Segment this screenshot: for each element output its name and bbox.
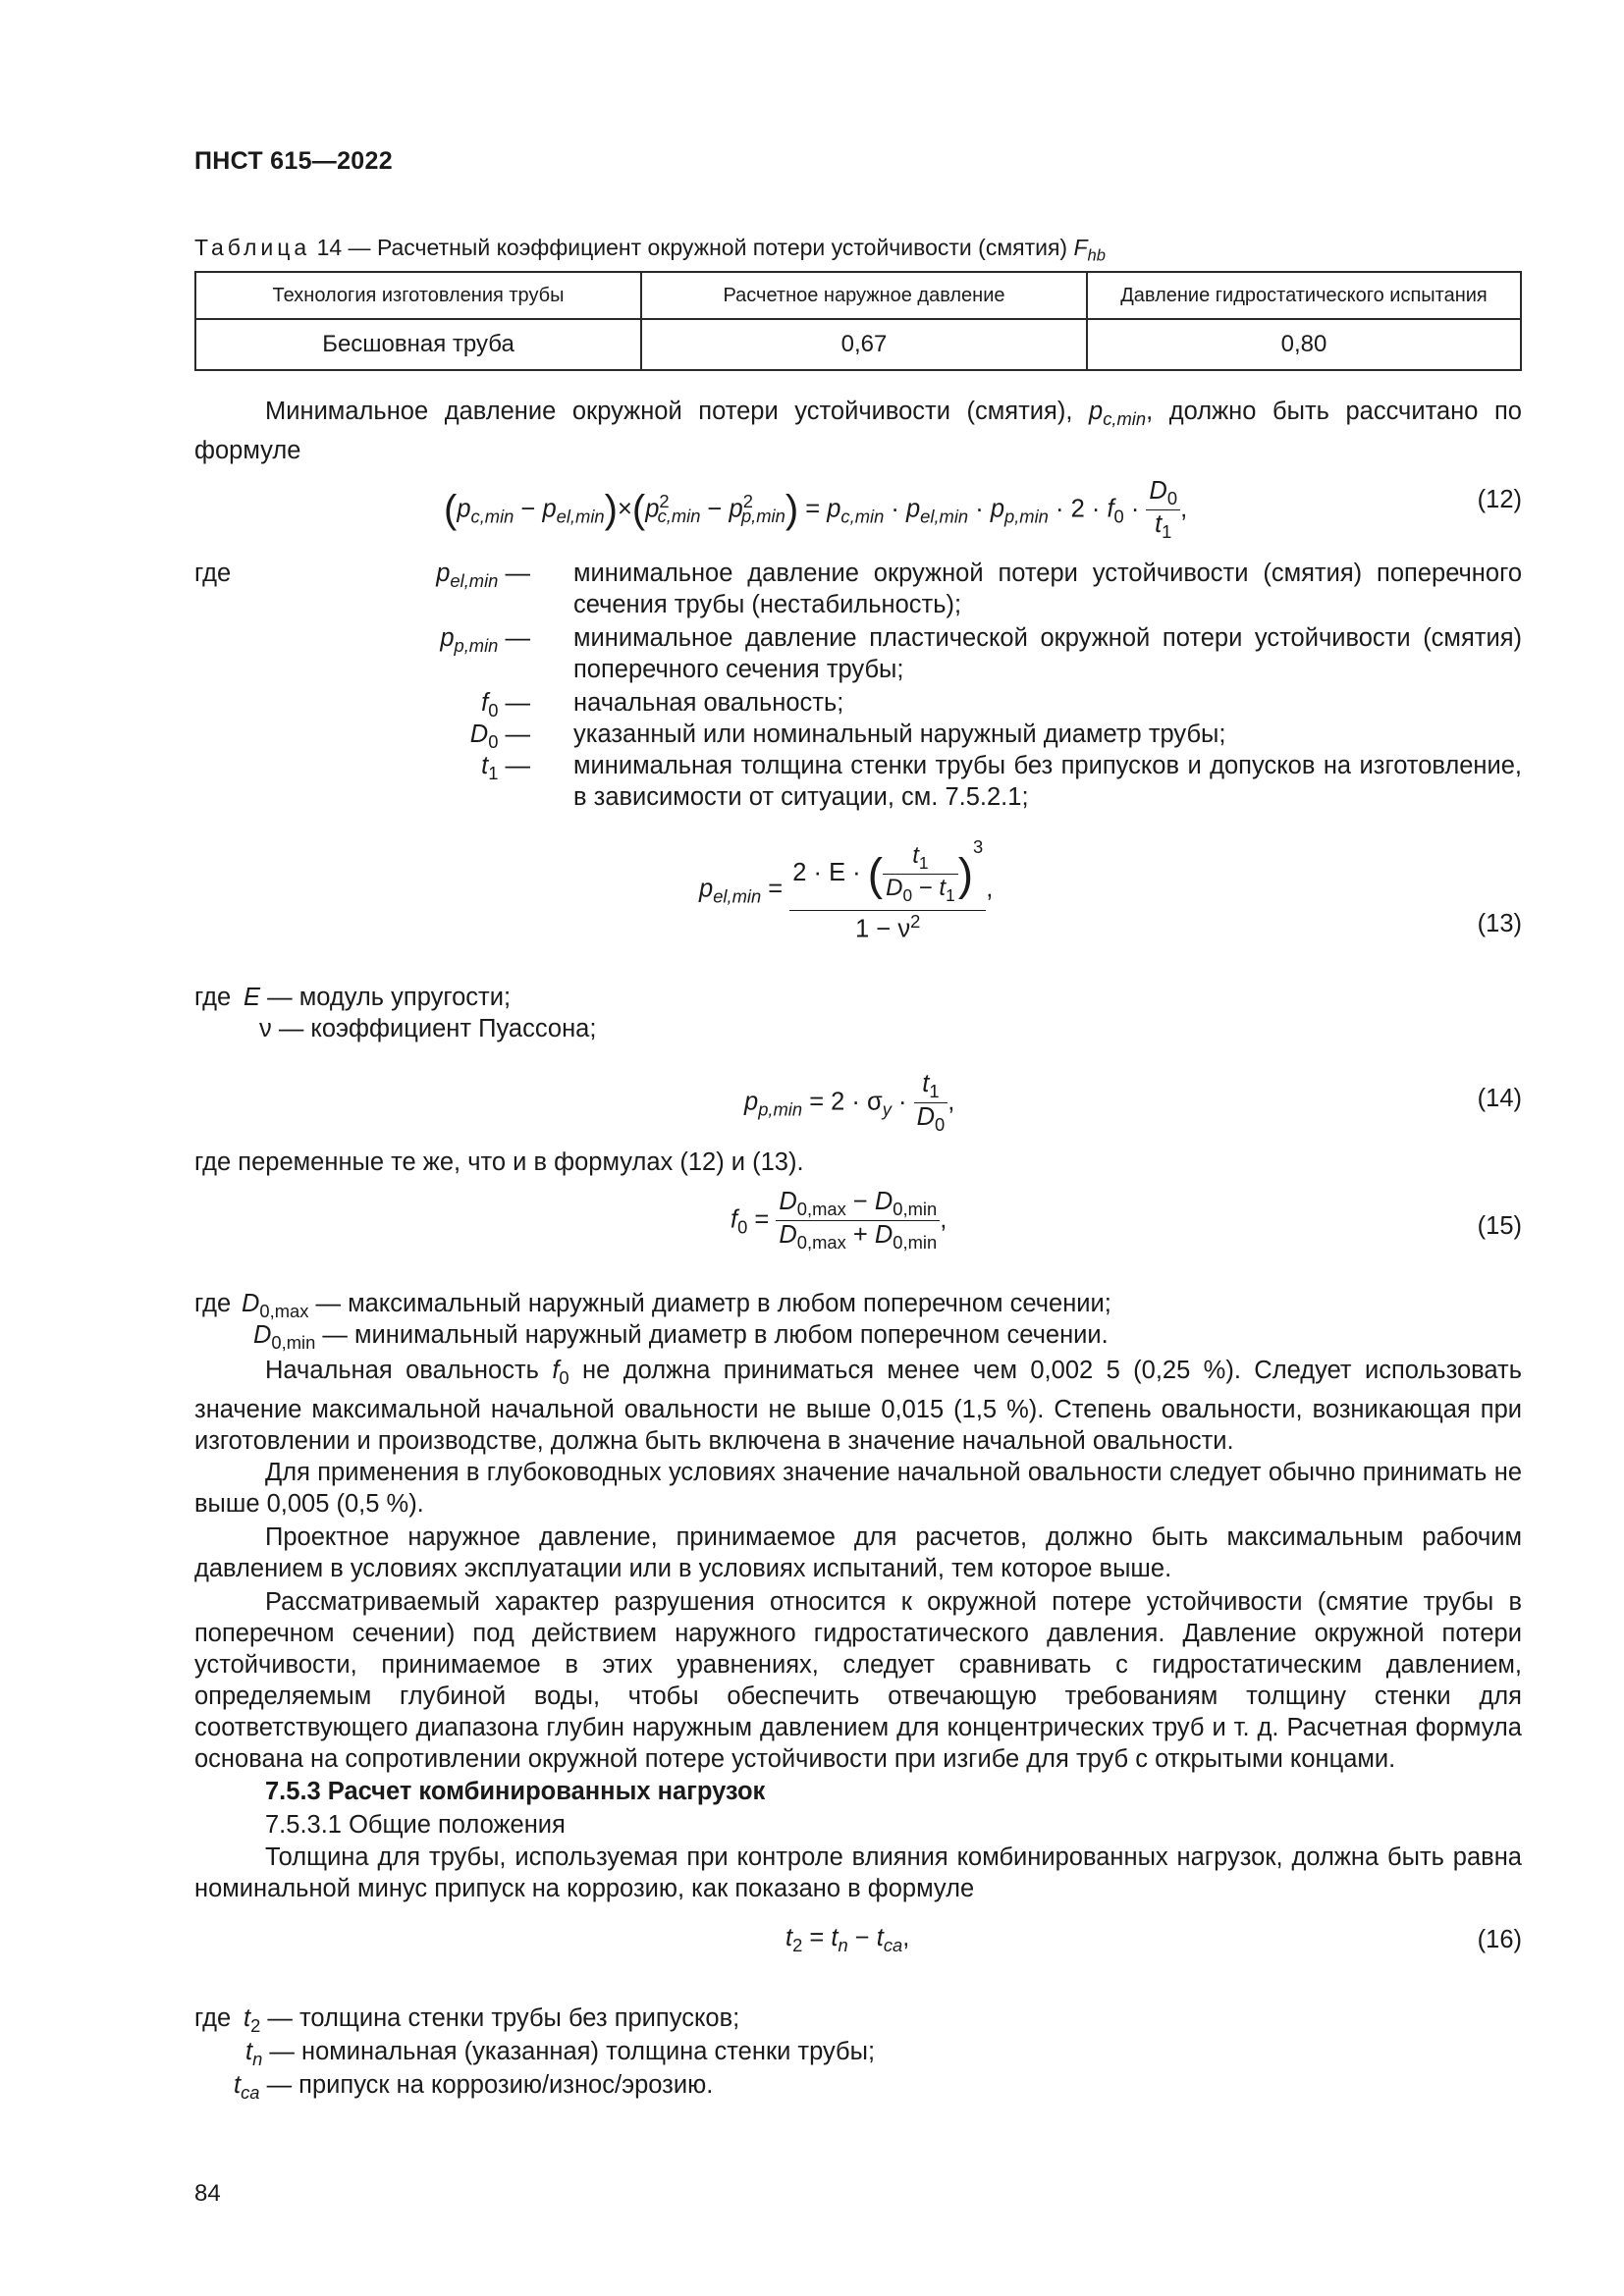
table-header-cell: Давление гидростатического испытания [1087,272,1521,319]
table-caption [194,235,1106,266]
paragraph-text: , должно быть рассчитано по формуле [194,398,1522,465]
paragraph-design-pressure: Проектное наружное давление, принимаемое для расчетов, должно быть максимальным рабочим давлением в условиях эксплуатации или в условиях испытаний, тем которое выше. [194,1523,1522,1582]
table-caption-symbol: F [1073,235,1088,260]
section-heading: 7.5.3 Расчет комбинированных нагрузок [265,1778,766,1805]
equation-number: (13) [1477,910,1522,937]
equation-14: $p_{p,min} = 2 \cdot \sigma_y$ · $\frac{t_1}{D_0}$ , [744,1070,955,1136]
definition-text: начальная овальность; [573,689,844,717]
definition-text: максимальный наружный диаметр в любом поперечном сечении; [348,1290,1111,1317]
definition-text: модуль упругости; [298,984,512,1011]
math-sub: c,min [1103,408,1147,430]
where-block-16: где $t_2$ — толщина стенки трубы без припусков; $t_n$ — номинальная (указанная) толщина стенки трубы; $t_{ca}$ — припуск на коррозию/износ/эрозию. [194,2004,876,2104]
definition-text: минимальное давление окружной потери устойчивости (смятия) поперечного сечения трубы (нестабильность); [573,560,1522,618]
equation-number: (15) [1477,1212,1522,1240]
definition-text: указанный или номинальный наружный диаметр трубы; [573,721,1226,748]
document-id: ПНСТ 615—2022 [194,147,393,175]
subsection-heading: 7.5.3.1 Общие положения [265,1811,566,1839]
table-14 [194,271,1522,371]
where-block-12: где $p_{el,min}$ — минимальное давление окружной потери устойчивости (смятия) поперечного сечения трубы (нестабильность); $p_{p,min}$ — минимальное давление пластической окружной потери устойчивости (смятия) поперечного сечения трубы; $f_0$ — начальная овальность; $D_0$ — указанный или номинальный наружный диаметр трубы; $t_1$ — минимальная толщина стенки трубы без припусков и допусков на изготовление, в зависимости от ситуации, см. 7.5.2.1; [194,560,1522,811]
definition-text: номинальная (указанная) толщина стенки трубы; [300,2038,876,2065]
equation-12: $(p_{c,min} - p_{el,min})\times(p^2_{c,min} - p^2_{p,min}) = p_{c,min} \cdot p_{el,min} \cdot p_{p,min} \cdot 2 \cdot f_0$ · $\frac{D_0}{t_1}$ , [444,477,1188,543]
equation-number: (12) [1477,486,1522,513]
table-header-cell: Расчетное наружное давление [641,272,1087,319]
where-word: где [194,1290,232,1317]
paragraph-thickness: Толщина для трубы, используемая при контроле влияния комбинированных нагрузок, должна быть равна номинальной минус припуск на коррозию, как показано в формуле [194,1843,1522,1902]
note-14: где переменные те же, что и в формулах (12) и (13). [194,1148,804,1176]
where-block-15: где $D_{0,max}$ — максимальный наружный диаметр в любом поперечном сечении; $D_{0,min}$ — минимальный наружный диаметр в любом поперечном сечении. [194,1290,1111,1354]
equation-13: $p_{el,min}$ = 2 · E · ( $\frac{t_1}{D_0 - t_1}$ )$^3$ $1 - \nu^2$ , [699,836,994,943]
table-header-row [195,272,1521,319]
paragraph-pmin-intro [194,396,1522,466]
paragraph-failure-mode: Рассматриваемый характер разрушения относится к окружной потере устойчивости (смятие трубы в поперечном сечении) под действием наружного гидростатического давления. Давление окружной потери устойчивости, принимаемое в этих уравнениях, следует сравнивать с гидростатическим давлением, определяемым глубиной воды, чтобы обеспечить отвечающую требованиям толщину стенки для соответствующего диапазона глубин наружным давлением для концентрических труб и т. д. Расчетная формула основана на сопротивлении окружной потере устойчивости при изгибе для труб с открытыми концами. [194,1588,1522,1773]
where-block-13: где E — модуль упругости; ν — коэффициент Пуассона; [194,984,597,1042]
table-cell: Бесшовная труба [195,319,641,370]
paragraph-text: Минимальное давление окружной потери устойчивости (смятия), [265,398,1073,425]
page-number: 84 [194,2180,221,2207]
equation-number: (14) [1477,1085,1522,1112]
definition-text: минимальная толщина стенки трубы без припусков и допусков на изготовление, в зависимости от ситуации, см. 7.5.2.1; [573,752,1522,811]
where-word: где [194,984,232,1011]
table-caption-word: Таблица [194,235,311,260]
paragraph-ovality: Начальная овальность $f_0$ не должна приниматься менее чем 0,002 5 (0,25 %). Следует использовать значение максимальной начальной овальности не выше 0,015 (1,5 %). Степень овальности, возникающая при изготовлении и производстве, должна быть включена в значение начальной овальности. [194,1357,1523,1456]
table-cell: 0,67 [641,319,1087,370]
where-word: где [194,560,232,587]
table-row [195,319,1521,370]
table-header-cell: Технология изготовления трубы [195,272,641,319]
table-caption-text: 14 — Расчетный коэффициент окружной потери устойчивости (смятия) [316,235,1068,260]
table-cell: 0,80 [1087,319,1521,370]
definition-text: припуск на коррозию/износ/эрозию. [298,2071,714,2099]
definition-text: минимальный наружный диаметр в любом поперечном сечении. [354,1321,1109,1349]
equation-number: (16) [1477,1926,1522,1953]
table-caption-sub: hb [1087,245,1106,265]
math-symbol: p [1089,398,1104,425]
equation-15: $f_0$ = $\frac{D_{0,max} - D_{0,min}}{D_{0,max} + D_{0,min}}$ , [731,1188,947,1254]
equation-16: $t_2 = t_n - t_{ca}$, [785,1924,910,1956]
definition-text: коэффициент Пуассона; [310,1015,597,1042]
where-word: где [194,2004,232,2032]
paragraph-deepwater: Для применения в глубоководных условиях значение начальной овальности следует обычно принимать не выше 0,005 (0,5 %). [194,1459,1522,1518]
definition-text: минимальное давление пластической окружной потери устойчивости (смятия) поперечного сечения трубы; [573,624,1522,683]
definition-text: толщина стенки трубы без припусков; [298,2004,740,2032]
